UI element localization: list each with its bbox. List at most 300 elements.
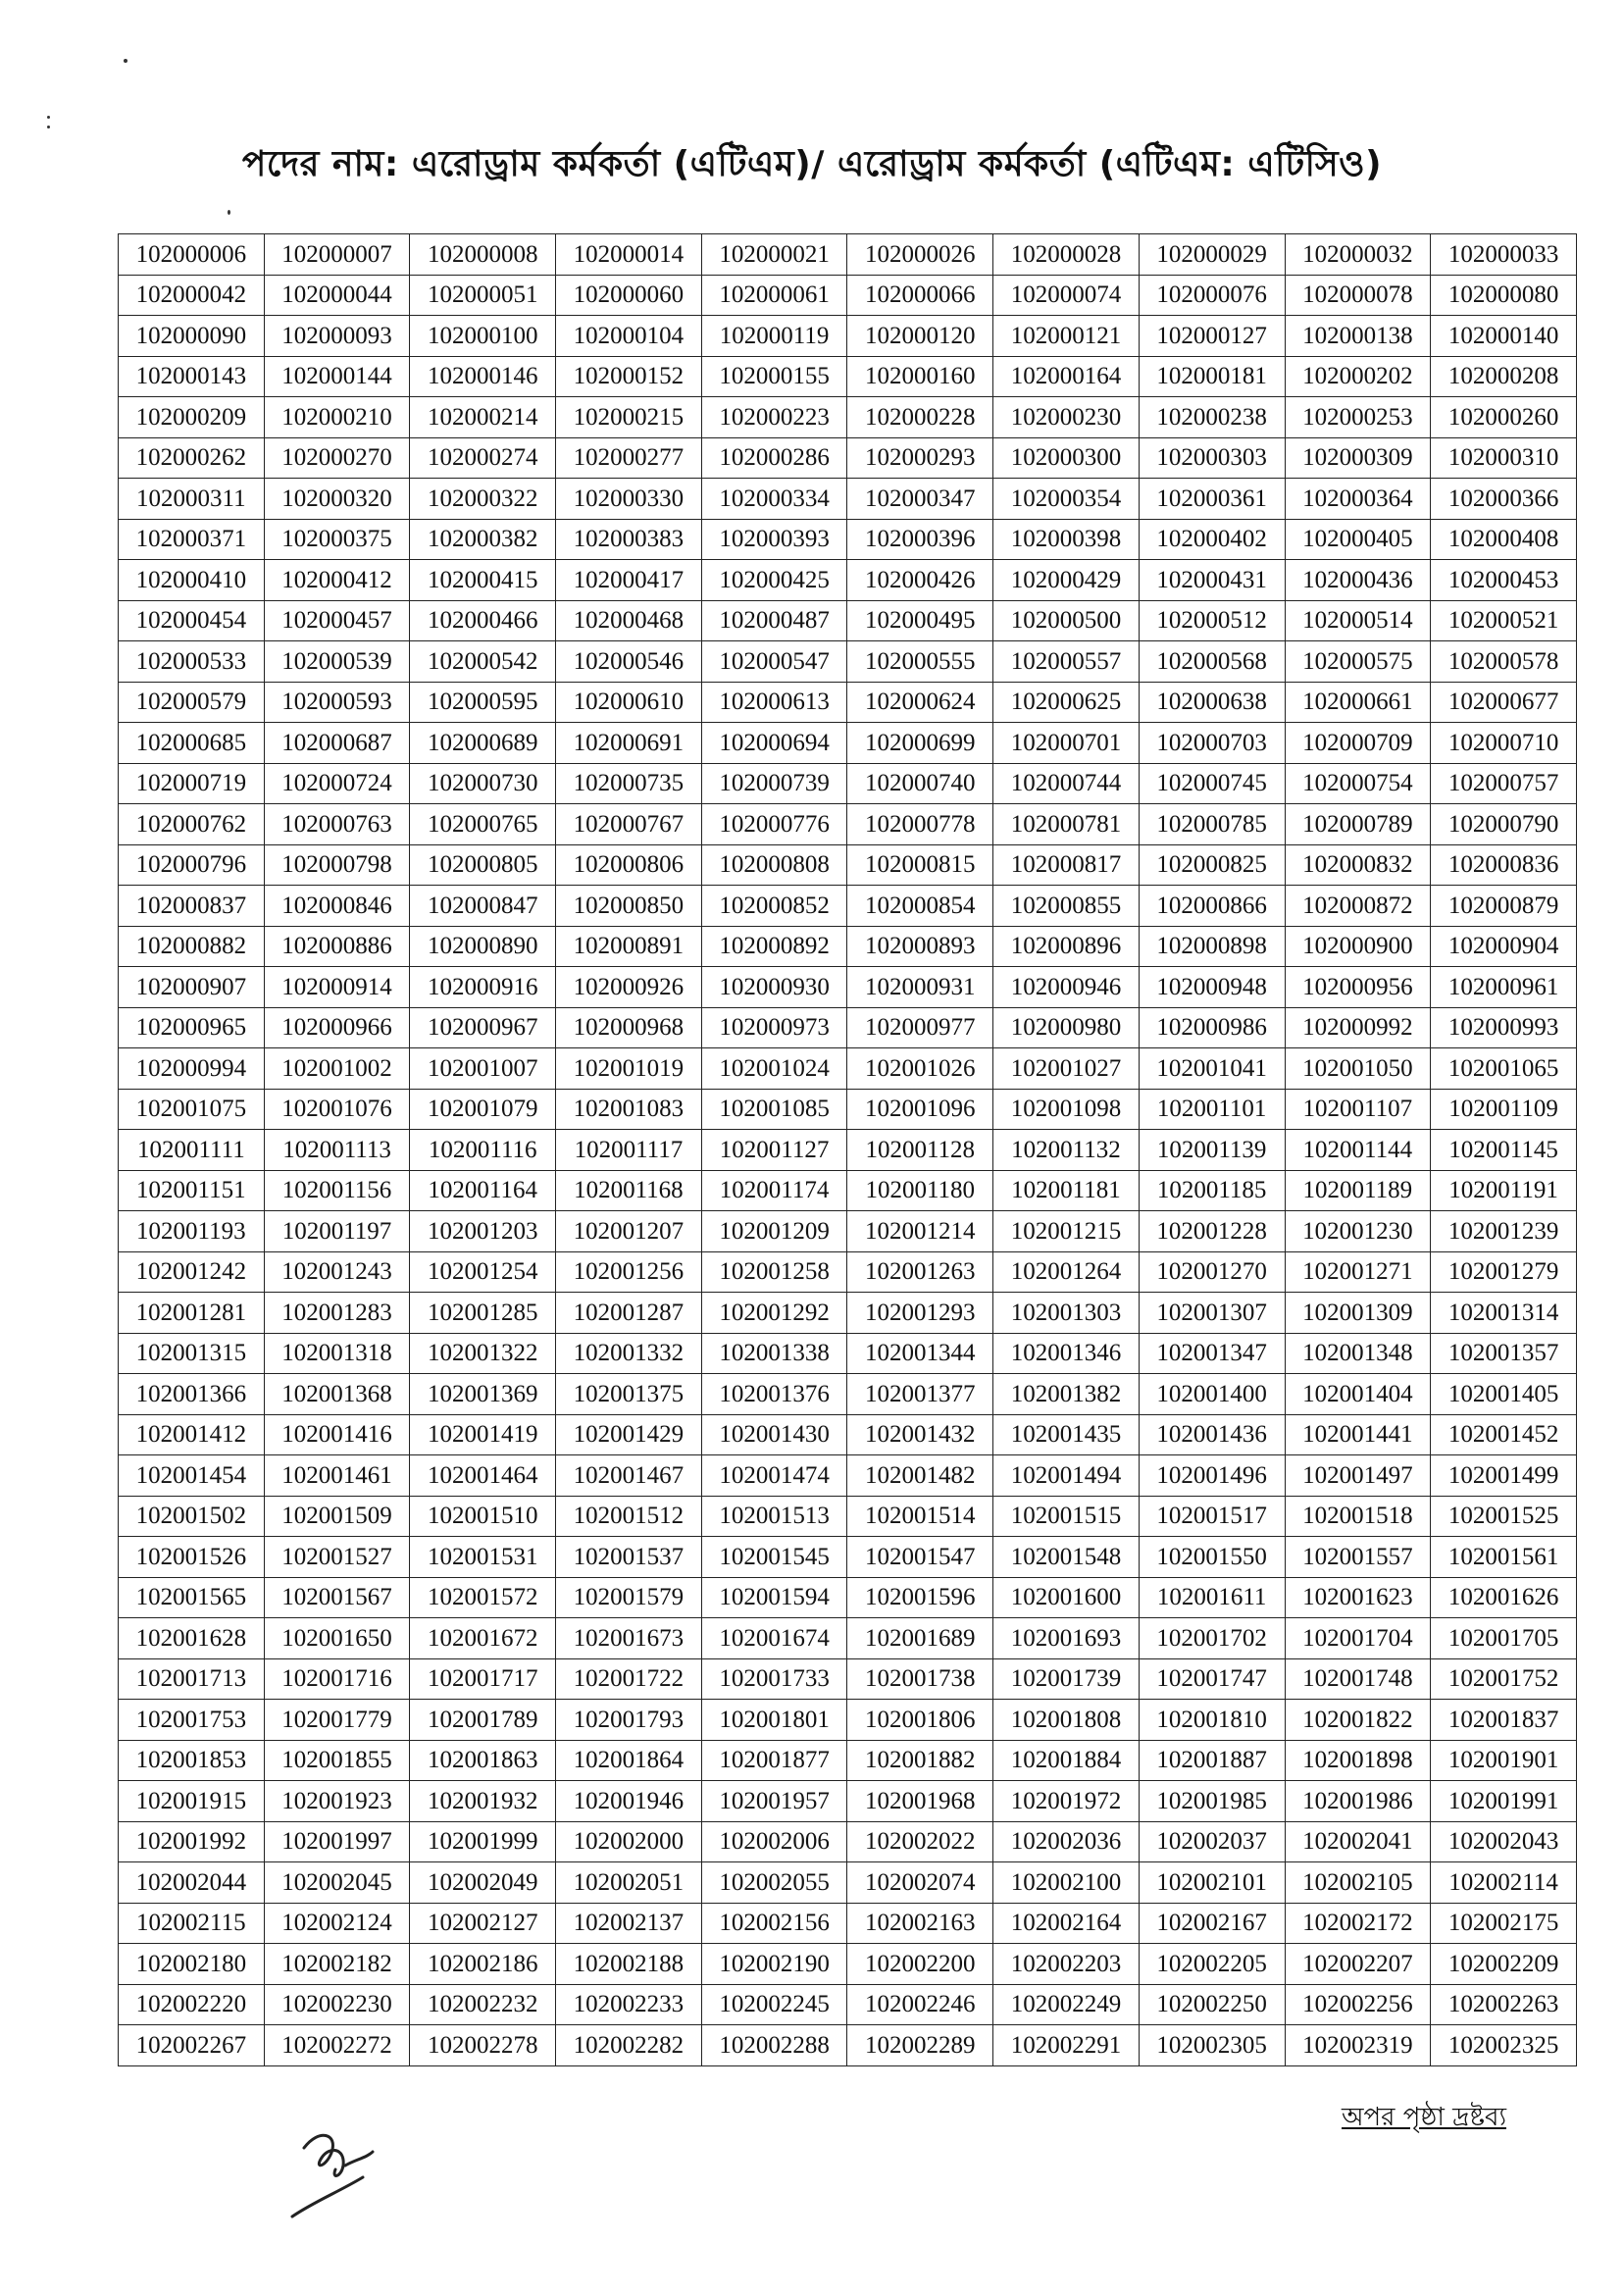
roll-number-cell: 102001164	[410, 1170, 556, 1211]
roll-number-cell: 102001972	[993, 1781, 1140, 1822]
roll-number-cell: 102000160	[847, 356, 993, 397]
roll-number-cell: 102000393	[701, 519, 847, 560]
roll-number-cell: 102001254	[410, 1251, 556, 1293]
roll-number-cell: 102001674	[701, 1618, 847, 1659]
roll-number-cell: 102002000	[556, 1821, 702, 1862]
table-row	[119, 479, 1577, 520]
roll-number-cell: 102001474	[701, 1455, 847, 1497]
roll-number-cell: 102001185	[1139, 1170, 1285, 1211]
roll-number-cell: 102001239	[1431, 1211, 1577, 1252]
roll-number-cell: 102001139	[1139, 1130, 1285, 1171]
roll-number-cell: 102000262	[119, 437, 265, 479]
roll-number-cell: 102000593	[264, 682, 410, 723]
roll-number-cell: 102002190	[701, 1944, 847, 1985]
roll-number-cell: 102002156	[701, 1903, 847, 1944]
roll-number-cell: 102002180	[119, 1944, 265, 1985]
roll-number-cell: 102000724	[264, 763, 410, 804]
roll-number-cell: 102000699	[847, 723, 993, 764]
roll-number-cell: 102000837	[119, 886, 265, 927]
roll-number-cell: 102000790	[1431, 804, 1577, 845]
roll-number-cell: 102000735	[556, 763, 702, 804]
roll-number-cell: 102001271	[1285, 1251, 1431, 1293]
roll-number-cell: 102000223	[701, 397, 847, 438]
roll-number-cell: 102001436	[1139, 1414, 1285, 1455]
roll-number-cell: 102000080	[1431, 275, 1577, 316]
roll-number-cell: 102000904	[1431, 926, 1577, 967]
roll-number-cell: 102000029	[1139, 234, 1285, 276]
roll-number-cell: 102000032	[1285, 234, 1431, 276]
roll-number-cell: 102001292	[701, 1293, 847, 1334]
table-row	[119, 1089, 1577, 1130]
table-row	[119, 1658, 1577, 1700]
roll-number-cell: 102001793	[556, 1700, 702, 1741]
roll-number-cell: 102000396	[847, 519, 993, 560]
roll-number-cell: 102001515	[993, 1496, 1140, 1537]
roll-number-cell: 102000121	[993, 316, 1140, 357]
table-row	[119, 967, 1577, 1008]
roll-number-cell: 102000238	[1139, 397, 1285, 438]
roll-number-cell: 102000008	[410, 234, 556, 276]
roll-number-cell: 102000855	[993, 886, 1140, 927]
roll-number-cell: 102001693	[993, 1618, 1140, 1659]
roll-number-cell: 102000181	[1139, 356, 1285, 397]
roll-number-cell: 102000146	[410, 356, 556, 397]
roll-number-cell: 102001287	[556, 1293, 702, 1334]
roll-number-cell: 102000882	[119, 926, 265, 967]
roll-number-cell: 102001509	[264, 1496, 410, 1537]
roll-number-cell: 102000992	[1285, 1007, 1431, 1048]
roll-number-cell: 102001180	[847, 1170, 993, 1211]
roll-number-cell: 102000253	[1285, 397, 1431, 438]
roll-number-cell: 102002022	[847, 1821, 993, 1862]
table-row	[119, 519, 1577, 560]
roll-number-cell: 102001256	[556, 1251, 702, 1293]
roll-number-cell: 102000310	[1431, 437, 1577, 479]
roll-number-cell: 102002188	[556, 1944, 702, 1985]
roll-number-cell: 102000042	[119, 275, 265, 316]
roll-number-cell: 102002041	[1285, 1821, 1431, 1862]
roll-number-cell: 102000785	[1139, 804, 1285, 845]
roll-number-cell: 102000687	[264, 723, 410, 764]
roll-number-cell: 102002044	[119, 1862, 265, 1904]
roll-number-cell: 102001991	[1431, 1781, 1577, 1822]
roll-number-cell: 102001525	[1431, 1496, 1577, 1537]
roll-number-cell: 102001181	[993, 1170, 1140, 1211]
roll-number-cell: 102000382	[410, 519, 556, 560]
roll-number-cell: 102001547	[847, 1537, 993, 1578]
roll-number-cell: 102000568	[1139, 641, 1285, 683]
roll-number-cell: 102002282	[556, 2025, 702, 2066]
see-next-page-note: অপর পৃষ্ঠা দ্রষ্টব্য	[1342, 2103, 1506, 2132]
table-row	[119, 1618, 1577, 1659]
roll-number-cell: 102001923	[264, 1781, 410, 1822]
roll-number-cell: 102001279	[1431, 1251, 1577, 1293]
table-row	[119, 1944, 1577, 1985]
roll-number-cell: 102002249	[993, 1984, 1140, 2025]
roll-number-cell: 102002163	[847, 1903, 993, 1944]
roll-number-cell: 102001228	[1139, 1211, 1285, 1252]
roll-number-cell: 102001079	[410, 1089, 556, 1130]
roll-number-cell: 102001806	[847, 1700, 993, 1741]
roll-number-cell: 102002278	[410, 2025, 556, 2066]
roll-number-cell: 102000965	[119, 1007, 265, 1048]
roll-number-cell: 102001887	[1139, 1740, 1285, 1781]
roll-number-cell: 102002291	[993, 2025, 1140, 2066]
table-row	[119, 1700, 1577, 1741]
roll-number-cell: 102002036	[993, 1821, 1140, 1862]
roll-number-cell: 102002319	[1285, 2025, 1431, 2066]
roll-number-cell: 102001513	[701, 1496, 847, 1537]
roll-number-cell: 102000274	[410, 437, 556, 479]
roll-number-cell: 102001561	[1431, 1537, 1577, 1578]
roll-number-cell: 102000546	[556, 641, 702, 683]
roll-number-cell: 102002250	[1139, 1984, 1285, 2025]
roll-number-cell: 102001432	[847, 1414, 993, 1455]
roll-number-cell: 102001174	[701, 1170, 847, 1211]
table-row	[119, 926, 1577, 967]
table-row	[119, 316, 1577, 357]
roll-number-cell: 102001986	[1285, 1781, 1431, 1822]
roll-number-cell: 102001853	[119, 1740, 265, 1781]
roll-number-cell: 102001517	[1139, 1496, 1285, 1537]
roll-number-cell: 102000547	[701, 641, 847, 683]
roll-number-cell: 102000028	[993, 234, 1140, 276]
roll-number-cell: 102001281	[119, 1293, 265, 1334]
roll-number-table-body	[119, 234, 1577, 2066]
roll-number-cell: 102000309	[1285, 437, 1431, 479]
roll-number-cell: 102001946	[556, 1781, 702, 1822]
roll-number-cell: 102001579	[556, 1577, 702, 1618]
roll-number-cell: 102000303	[1139, 437, 1285, 479]
roll-number-cell: 102001419	[410, 1414, 556, 1455]
roll-number-cell: 102001733	[701, 1658, 847, 1700]
roll-number-cell: 102000886	[264, 926, 410, 967]
roll-number-cell: 102002203	[993, 1944, 1140, 1985]
roll-number-cell: 102001113	[264, 1130, 410, 1171]
roll-number-cell: 102000512	[1139, 600, 1285, 641]
roll-number-cell: 102000967	[410, 1007, 556, 1048]
roll-number-cell: 102000691	[556, 723, 702, 764]
roll-number-cell: 102000138	[1285, 316, 1431, 357]
table-row	[119, 641, 1577, 683]
roll-number-cell: 102001992	[119, 1821, 265, 1862]
roll-number-cell: 102000152	[556, 356, 702, 397]
roll-number-cell: 102000140	[1431, 316, 1577, 357]
roll-number-cell: 102001548	[993, 1537, 1140, 1578]
roll-number-cell: 102000854	[847, 886, 993, 927]
roll-number-cell: 102000798	[264, 844, 410, 886]
roll-number-cell: 102002115	[119, 1903, 265, 1944]
roll-number-cell: 102000961	[1431, 967, 1577, 1008]
roll-number-cell: 102000453	[1431, 560, 1577, 601]
roll-number-cell: 102000866	[1139, 886, 1285, 927]
roll-number-cell: 102000300	[993, 437, 1140, 479]
table-row	[119, 397, 1577, 438]
roll-number-cell: 102002124	[264, 1903, 410, 1944]
roll-number-cell: 102000893	[847, 926, 993, 967]
roll-number-cell: 102001258	[701, 1251, 847, 1293]
roll-number-cell: 102000487	[701, 600, 847, 641]
roll-number-cell: 102001075	[119, 1089, 265, 1130]
roll-number-cell: 102000228	[847, 397, 993, 438]
roll-number-cell: 102001672	[410, 1618, 556, 1659]
roll-number-cell: 102001083	[556, 1089, 702, 1130]
roll-number-cell: 102000431	[1139, 560, 1285, 601]
roll-number-cell: 102001283	[264, 1293, 410, 1334]
roll-number-cell: 102002101	[1139, 1862, 1285, 1904]
roll-number-cell: 102002182	[264, 1944, 410, 1985]
roll-number-cell: 102001499	[1431, 1455, 1577, 1497]
roll-number-cell: 102000891	[556, 926, 702, 967]
roll-number-cell: 102001404	[1285, 1374, 1431, 1415]
roll-number-cell: 102000033	[1431, 234, 1577, 276]
table-row	[119, 275, 1577, 316]
roll-number-cell: 102000703	[1139, 723, 1285, 764]
roll-number-cell: 102001117	[556, 1130, 702, 1171]
roll-number-cell: 102001101	[1139, 1089, 1285, 1130]
roll-number-cell: 102001510	[410, 1496, 556, 1537]
roll-number-cell: 102000781	[993, 804, 1140, 845]
roll-number-cell: 102000892	[701, 926, 847, 967]
roll-number-cell: 102001347	[1139, 1333, 1285, 1374]
roll-number-cell: 102002045	[264, 1862, 410, 1904]
roll-number-cell: 102001738	[847, 1658, 993, 1700]
roll-number-cell: 102001193	[119, 1211, 265, 1252]
roll-number-cell: 102002220	[119, 1984, 265, 2025]
roll-number-cell: 102000155	[701, 356, 847, 397]
roll-number-cell: 102000980	[993, 1007, 1140, 1048]
roll-number-cell: 102001214	[847, 1211, 993, 1252]
roll-number-cell: 102000789	[1285, 804, 1431, 845]
roll-number-cell: 102000006	[119, 234, 265, 276]
roll-number-cell: 102000260	[1431, 397, 1577, 438]
roll-number-cell: 102002288	[701, 2025, 847, 2066]
roll-number-cell: 102000685	[119, 723, 265, 764]
roll-number-cell: 102001303	[993, 1293, 1140, 1334]
scan-speck	[47, 126, 50, 128]
roll-number-cell: 102000757	[1431, 763, 1577, 804]
roll-number-cell: 102000847	[410, 886, 556, 927]
roll-number-cell: 102001705	[1431, 1618, 1577, 1659]
roll-number-cell: 102001747	[1139, 1658, 1285, 1700]
roll-number-cell: 102000454	[119, 600, 265, 641]
roll-number-cell: 102000661	[1285, 682, 1431, 723]
roll-number-cell: 102001203	[410, 1211, 556, 1252]
roll-number-cell: 102000457	[264, 600, 410, 641]
roll-number-cell: 102001810	[1139, 1700, 1285, 1741]
roll-number-cell: 102000104	[556, 316, 702, 357]
roll-number-cell: 102001405	[1431, 1374, 1577, 1415]
roll-number-cell: 102001482	[847, 1455, 993, 1497]
roll-number-cell: 102000417	[556, 560, 702, 601]
table-row	[119, 1170, 1577, 1211]
roll-number-cell: 102000320	[264, 479, 410, 520]
roll-number-cell: 102001024	[701, 1048, 847, 1090]
roll-number-cell: 102000468	[556, 600, 702, 641]
roll-number-cell: 102001514	[847, 1496, 993, 1537]
roll-number-cell: 102001116	[410, 1130, 556, 1171]
roll-number-cell: 102000808	[701, 844, 847, 886]
roll-number-cell: 102000375	[264, 519, 410, 560]
roll-number-cell: 102001435	[993, 1414, 1140, 1455]
roll-number-cell: 102000539	[264, 641, 410, 683]
table-row	[119, 1293, 1577, 1334]
roll-number-cell: 102001357	[1431, 1333, 1577, 1374]
roll-number-cell: 102001702	[1139, 1618, 1285, 1659]
roll-number-cell: 102000796	[119, 844, 265, 886]
roll-number-cell: 102000426	[847, 560, 993, 601]
roll-number-cell: 102002043	[1431, 1821, 1577, 1862]
roll-number-cell: 102000948	[1139, 967, 1285, 1008]
roll-number-cell: 102000968	[556, 1007, 702, 1048]
roll-number-cell: 102001332	[556, 1333, 702, 1374]
table-row	[119, 600, 1577, 641]
table-row	[119, 1821, 1577, 1862]
roll-number-cell: 102000405	[1285, 519, 1431, 560]
roll-number-cell: 102001997	[264, 1821, 410, 1862]
table-row	[119, 763, 1577, 804]
roll-number-cell: 102000946	[993, 967, 1140, 1008]
roll-number-cell: 102001779	[264, 1700, 410, 1741]
roll-number-cell: 102001230	[1285, 1211, 1431, 1252]
roll-number-cell: 102000210	[264, 397, 410, 438]
roll-number-cell: 102001704	[1285, 1618, 1431, 1659]
roll-number-cell: 102000638	[1139, 682, 1285, 723]
roll-number-cell: 102000408	[1431, 519, 1577, 560]
roll-number-cell: 102000709	[1285, 723, 1431, 764]
roll-number-cell: 102001002	[264, 1048, 410, 1090]
roll-number-cell: 102001132	[993, 1130, 1140, 1171]
roll-number-cell: 102001527	[264, 1537, 410, 1578]
roll-number-cell: 102001957	[701, 1781, 847, 1822]
roll-number-cell: 102000514	[1285, 600, 1431, 641]
roll-number-cell: 102001128	[847, 1130, 993, 1171]
roll-number-cell: 102000806	[556, 844, 702, 886]
roll-number-cell: 102001864	[556, 1740, 702, 1781]
roll-number-cell: 102000230	[993, 397, 1140, 438]
roll-number-cell: 102000762	[119, 804, 265, 845]
roll-number-cell: 102000425	[701, 560, 847, 601]
roll-number-cell: 102001285	[410, 1293, 556, 1334]
roll-number-cell: 102001748	[1285, 1658, 1431, 1700]
table-row	[119, 1537, 1577, 1578]
roll-number-cell: 102000286	[701, 437, 847, 479]
roll-number-cell: 102000956	[1285, 967, 1431, 1008]
roll-number-cell: 102001557	[1285, 1537, 1431, 1578]
roll-number-cell: 102001096	[847, 1089, 993, 1130]
roll-number-cell: 102001512	[556, 1496, 702, 1537]
table-row	[119, 1251, 1577, 1293]
roll-number-cell: 102001526	[119, 1537, 265, 1578]
roll-number-cell: 102000765	[410, 804, 556, 845]
roll-number-cell: 102002325	[1431, 2025, 1577, 2066]
roll-number-cell: 102000931	[847, 967, 993, 1008]
roll-number-cell: 102001626	[1431, 1577, 1577, 1618]
roll-number-cell: 102000677	[1431, 682, 1577, 723]
roll-number-cell: 102000832	[1285, 844, 1431, 886]
roll-number-cell: 102001366	[119, 1374, 265, 1415]
roll-number-cell: 102001713	[119, 1658, 265, 1700]
roll-number-cell: 102001689	[847, 1618, 993, 1659]
roll-number-cell: 102001098	[993, 1089, 1140, 1130]
roll-number-cell: 102001739	[993, 1658, 1140, 1700]
roll-number-cell: 102000014	[556, 234, 702, 276]
roll-number-cell: 102001382	[993, 1374, 1140, 1415]
roll-number-cell: 102001464	[410, 1455, 556, 1497]
roll-number-cell: 102001753	[119, 1700, 265, 1741]
roll-number-cell: 102001441	[1285, 1414, 1431, 1455]
roll-number-cell: 102001801	[701, 1700, 847, 1741]
roll-number-cell: 102001344	[847, 1333, 993, 1374]
roll-number-cell: 102001050	[1285, 1048, 1431, 1090]
roll-number-cell: 102002289	[847, 2025, 993, 2066]
roll-number-cell: 102000898	[1139, 926, 1285, 967]
roll-number-cell: 102000555	[847, 641, 993, 683]
roll-number-cell: 102002209	[1431, 1944, 1577, 1985]
roll-number-cell: 102000202	[1285, 356, 1431, 397]
roll-number-cell: 102000361	[1139, 479, 1285, 520]
roll-number-cell: 102000209	[119, 397, 265, 438]
roll-number-cell: 102000330	[556, 479, 702, 520]
table-row	[119, 1048, 1577, 1090]
roll-number-cell: 102002256	[1285, 1984, 1431, 2025]
table-row	[119, 2025, 1577, 2066]
roll-number-cell: 102001156	[264, 1170, 410, 1211]
roll-number-cell: 102000846	[264, 886, 410, 927]
roll-number-cell: 102002263	[1431, 1984, 1577, 2025]
roll-number-cell: 102000890	[410, 926, 556, 967]
roll-number-cell: 102002051	[556, 1862, 702, 1904]
roll-number-cell: 102001430	[701, 1414, 847, 1455]
table-row	[119, 1211, 1577, 1252]
roll-number-cell: 102000120	[847, 316, 993, 357]
roll-number-table	[118, 233, 1577, 2066]
roll-number-cell: 102000872	[1285, 886, 1431, 927]
roll-number-cell: 102000076	[1139, 275, 1285, 316]
roll-number-cell: 102000776	[701, 804, 847, 845]
table-row	[119, 886, 1577, 927]
table-row	[119, 1903, 1577, 1944]
roll-number-cell: 102000051	[410, 275, 556, 316]
roll-number-cell: 102002114	[1431, 1862, 1577, 1904]
roll-number-cell: 102002205	[1139, 1944, 1285, 1985]
table-row	[119, 1781, 1577, 1822]
roll-number-cell: 102000078	[1285, 275, 1431, 316]
roll-number-cell: 102001596	[847, 1577, 993, 1618]
table-row	[119, 1333, 1577, 1374]
roll-number-cell: 102000144	[264, 356, 410, 397]
roll-number-cell: 102001717	[410, 1658, 556, 1700]
roll-number-cell: 102000610	[556, 682, 702, 723]
roll-number-cell: 102001027	[993, 1048, 1140, 1090]
roll-number-cell: 102000624	[847, 682, 993, 723]
roll-number-cell: 102001338	[701, 1333, 847, 1374]
roll-number-cell: 102000366	[1431, 479, 1577, 520]
roll-number-cell: 102001594	[701, 1577, 847, 1618]
table-row	[119, 560, 1577, 601]
roll-number-cell: 102000466	[410, 600, 556, 641]
roll-number-cell: 102001863	[410, 1740, 556, 1781]
roll-number-cell: 102000410	[119, 560, 265, 601]
roll-number-cell: 102001628	[119, 1618, 265, 1659]
roll-number-cell: 102001263	[847, 1251, 993, 1293]
scan-speck	[228, 210, 230, 215]
roll-number-cell: 102001999	[410, 1821, 556, 1862]
roll-number-cell: 102000208	[1431, 356, 1577, 397]
roll-number-cell: 102000973	[701, 1007, 847, 1048]
roll-number-cell: 102001898	[1285, 1740, 1431, 1781]
roll-number-cell: 102001752	[1431, 1658, 1577, 1700]
